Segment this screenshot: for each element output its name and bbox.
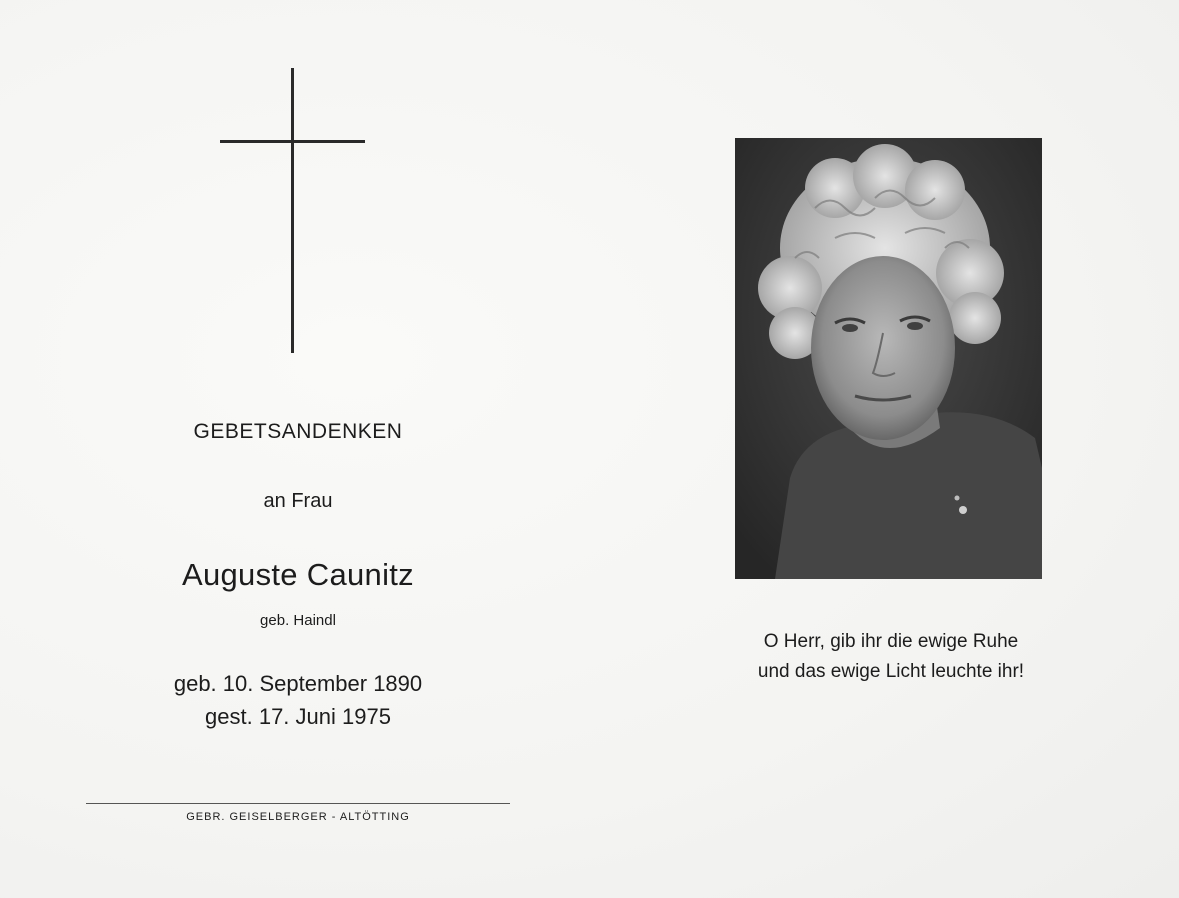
birth-date: geb. 10. September 1890 bbox=[173, 671, 423, 696]
card-heading: GEBETSANDENKEN bbox=[193, 420, 403, 443]
deceased-name: Auguste Caunitz bbox=[182, 557, 414, 592]
salutation: an Frau bbox=[263, 490, 333, 512]
printer-credit: GEBR. GEISELBERGER - ALTÖTTING bbox=[186, 811, 410, 823]
prayer-line-1: O Herr, gib ihr die ewige Ruhe bbox=[763, 631, 1019, 652]
prayer-line-2: und das ewige Licht leuchte ihr! bbox=[757, 661, 1025, 682]
death-date: gest. 17. Juni 1975 bbox=[205, 704, 391, 729]
portrait-photo bbox=[735, 138, 1042, 579]
divider-line bbox=[86, 803, 510, 804]
maiden-name: geb. Haindl bbox=[260, 612, 336, 629]
cross-vertical-bar bbox=[291, 68, 294, 353]
cross-horizontal-bar bbox=[220, 140, 365, 143]
portrait-illustration bbox=[735, 138, 1042, 579]
